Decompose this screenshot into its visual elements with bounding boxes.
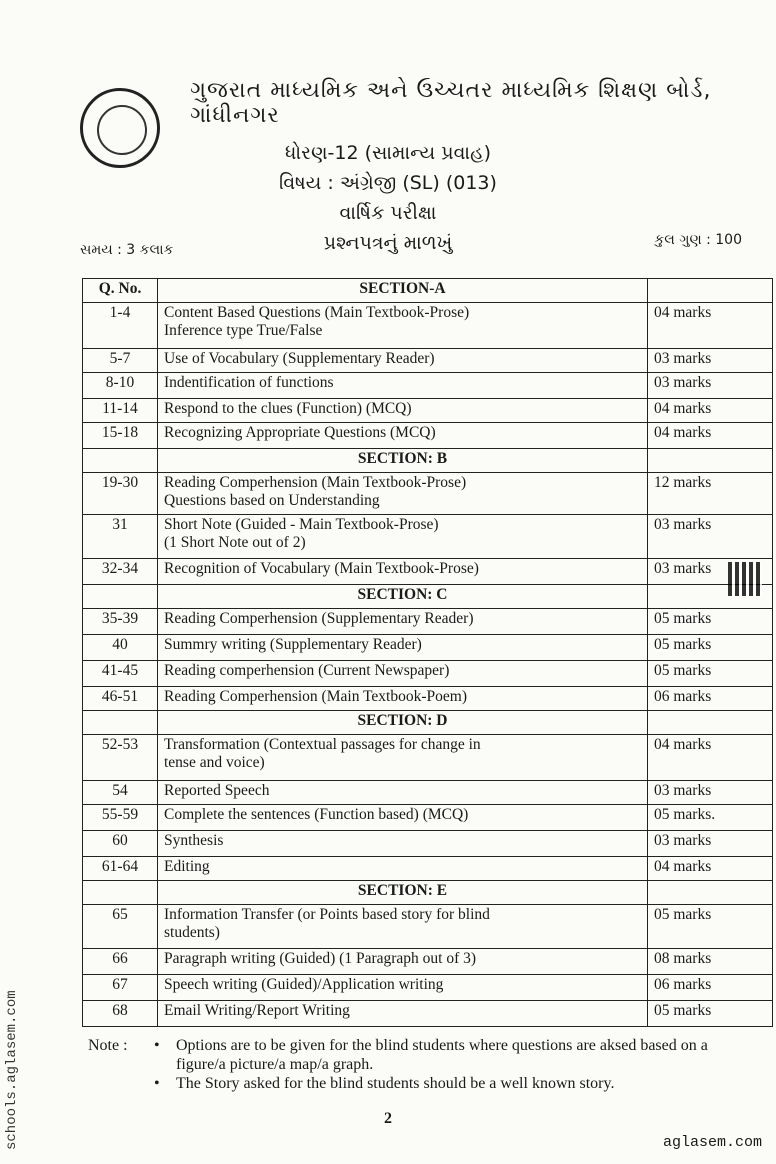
- marks: 03 marks: [648, 831, 773, 857]
- marks: 05 marks: [648, 661, 773, 687]
- question-description: Reading Comperhension (Main Textbook-Prose) Questions based on Understanding: [158, 473, 648, 515]
- question-number: 52-53: [83, 735, 158, 781]
- table-row: [83, 781, 773, 805]
- marks: 05 marks: [648, 1001, 773, 1027]
- marks: 08 marks: [648, 949, 773, 975]
- section-heading: SECTION: B: [158, 449, 648, 473]
- time-duration: સમય : 3 કલાક: [80, 242, 174, 258]
- question-description: Content Based Questions (Main Textbook-Prose) Inference type True/False: [158, 303, 648, 349]
- empty-cell: [83, 449, 158, 473]
- empty-cell: [83, 585, 158, 609]
- marks: 04 marks: [648, 735, 773, 781]
- marks: 04 marks: [648, 857, 773, 881]
- question-description: Transformation (Contextual passages for change in tense and voice): [158, 735, 648, 781]
- question-description: Email Writing/Report Writing: [158, 1001, 648, 1027]
- exam-title: વાર્ષિક પરીક્ષા: [339, 202, 437, 224]
- section-heading: SECTION: E: [158, 881, 648, 905]
- board-name: ગુજરાત માધ્યમિક અને ઉચ્ચતર માધ્યમિક શિક્ષણ બોર્ડ, ગાંધીનગર: [190, 78, 712, 128]
- total-marks: કુલ ગુણ : 100: [654, 232, 742, 248]
- question-description: Recognizing Appropriate Questions (MCQ): [158, 423, 648, 449]
- question-number: 11-14: [83, 399, 158, 423]
- section-row: [83, 881, 773, 905]
- question-number: 68: [83, 1001, 158, 1027]
- question-number: 8-10: [83, 373, 158, 399]
- question-description: Indentification of functions: [158, 373, 648, 399]
- section-row: [83, 279, 773, 303]
- marks: 05 marks: [648, 905, 773, 949]
- table-row: [83, 423, 773, 449]
- table-row: [83, 349, 773, 373]
- section-row: [83, 449, 773, 473]
- table-row: [83, 635, 773, 661]
- question-description: Reading comperhension (Current Newspaper): [158, 661, 648, 687]
- table-row: [83, 1001, 773, 1027]
- marks: 03 marks: [648, 559, 773, 585]
- question-description: Editing: [158, 857, 648, 881]
- question-description: Reading Comperhension (Supplementary Reader): [158, 609, 648, 635]
- table-row: [83, 975, 773, 1001]
- question-description: Reported Speech: [158, 781, 648, 805]
- table-row: [83, 373, 773, 399]
- marks: 04 marks: [648, 303, 773, 349]
- marks: 04 marks: [648, 399, 773, 423]
- marks: 06 marks: [648, 687, 773, 711]
- subject: વિષય : અંગ્રેજી (SL) (013): [279, 172, 497, 194]
- q-no-header: Q. No.: [83, 279, 158, 303]
- section-row: [83, 711, 773, 735]
- table-row: [83, 473, 773, 515]
- question-number: 55-59: [83, 805, 158, 831]
- question-number: 1-4: [83, 303, 158, 349]
- table-row: [83, 905, 773, 949]
- question-number: 32-34: [83, 559, 158, 585]
- question-description: Use of Vocabulary (Supplementary Reader): [158, 349, 648, 373]
- question-description: Complete the sentences (Function based) (MCQ): [158, 805, 648, 831]
- note-item: • Options are to be given for the blind students where questions are aksed based on a figure/a picture/a map/a graph.: [176, 1036, 756, 1074]
- table-row: [83, 303, 773, 349]
- section-heading: SECTION: D: [158, 711, 648, 735]
- question-number: 54: [83, 781, 158, 805]
- question-description: Paragraph writing (Guided) (1 Paragraph out of 3): [158, 949, 648, 975]
- notes: [88, 1036, 756, 1093]
- site-footer: aglasem.com: [662, 1134, 762, 1151]
- question-number: 46-51: [83, 687, 158, 711]
- marks: 05 marks: [648, 609, 773, 635]
- empty-cell: [83, 711, 158, 735]
- section-heading: SECTION: C: [158, 585, 648, 609]
- marks: 05 marks.: [648, 805, 773, 831]
- marks: 12 marks: [648, 473, 773, 515]
- table-row: [83, 949, 773, 975]
- empty-cell: [83, 881, 158, 905]
- marks: 05 marks: [648, 635, 773, 661]
- table-row: [83, 805, 773, 831]
- marks: 03 marks: [648, 515, 773, 559]
- empty-cell: [648, 279, 773, 303]
- table-row: [83, 609, 773, 635]
- qr-code: [728, 562, 762, 596]
- table-row: [83, 687, 773, 711]
- question-number: 5-7: [83, 349, 158, 373]
- section-heading: SECTION-A: [158, 279, 648, 303]
- table-row: [83, 735, 773, 781]
- question-description: Recognition of Vocabulary (Main Textbook-Prose): [158, 559, 648, 585]
- empty-cell: [648, 881, 773, 905]
- watermark: schools.aglasem.com: [4, 990, 20, 1150]
- question-number: 66: [83, 949, 158, 975]
- marks: 04 marks: [648, 423, 773, 449]
- question-number: 40: [83, 635, 158, 661]
- question-description: Information Transfer (or Points based story for blind students): [158, 905, 648, 949]
- question-number: 61-64: [83, 857, 158, 881]
- table-row: [83, 661, 773, 687]
- note-item: • The Story asked for the blind students should be a well known story.: [176, 1074, 756, 1093]
- table-row: [83, 831, 773, 857]
- standard: ધોરણ-12 (સામાન્ય પ્રવાહ): [284, 142, 491, 164]
- question-number: 60: [83, 831, 158, 857]
- question-description: Synthesis: [158, 831, 648, 857]
- note-label: Note :: [88, 1037, 128, 1054]
- empty-cell: [648, 711, 773, 735]
- question-number: 65: [83, 905, 158, 949]
- marks: 06 marks: [648, 975, 773, 1001]
- table-row: [83, 857, 773, 881]
- question-number: 35-39: [83, 609, 158, 635]
- table-row: [83, 515, 773, 559]
- question-number: 67: [83, 975, 158, 1001]
- section-row: [83, 585, 773, 609]
- question-number: 19-30: [83, 473, 158, 515]
- marks: 03 marks: [648, 349, 773, 373]
- table-row: [83, 399, 773, 423]
- page-number: 2: [384, 1110, 392, 1127]
- marks: 03 marks: [648, 373, 773, 399]
- empty-cell: [648, 449, 773, 473]
- question-description: Reading Comperhension (Main Textbook-Poem): [158, 687, 648, 711]
- question-description: Summry writing (Supplementary Reader): [158, 635, 648, 661]
- marks: 03 marks: [648, 781, 773, 805]
- question-number: 31: [83, 515, 158, 559]
- question-description: Speech writing (Guided)/Application writing: [158, 975, 648, 1001]
- question-description: Short Note (Guided - Main Textbook-Prose) (1 Short Note out of 2): [158, 515, 648, 559]
- blueprint-title: પ્રશ્નપત્રનું માળખું: [323, 232, 453, 254]
- table-row: [83, 559, 773, 585]
- question-number: 15-18: [83, 423, 158, 449]
- question-description: Respond to the clues (Function) (MCQ): [158, 399, 648, 423]
- blueprint-table: [82, 278, 773, 1027]
- question-number: 41-45: [83, 661, 158, 687]
